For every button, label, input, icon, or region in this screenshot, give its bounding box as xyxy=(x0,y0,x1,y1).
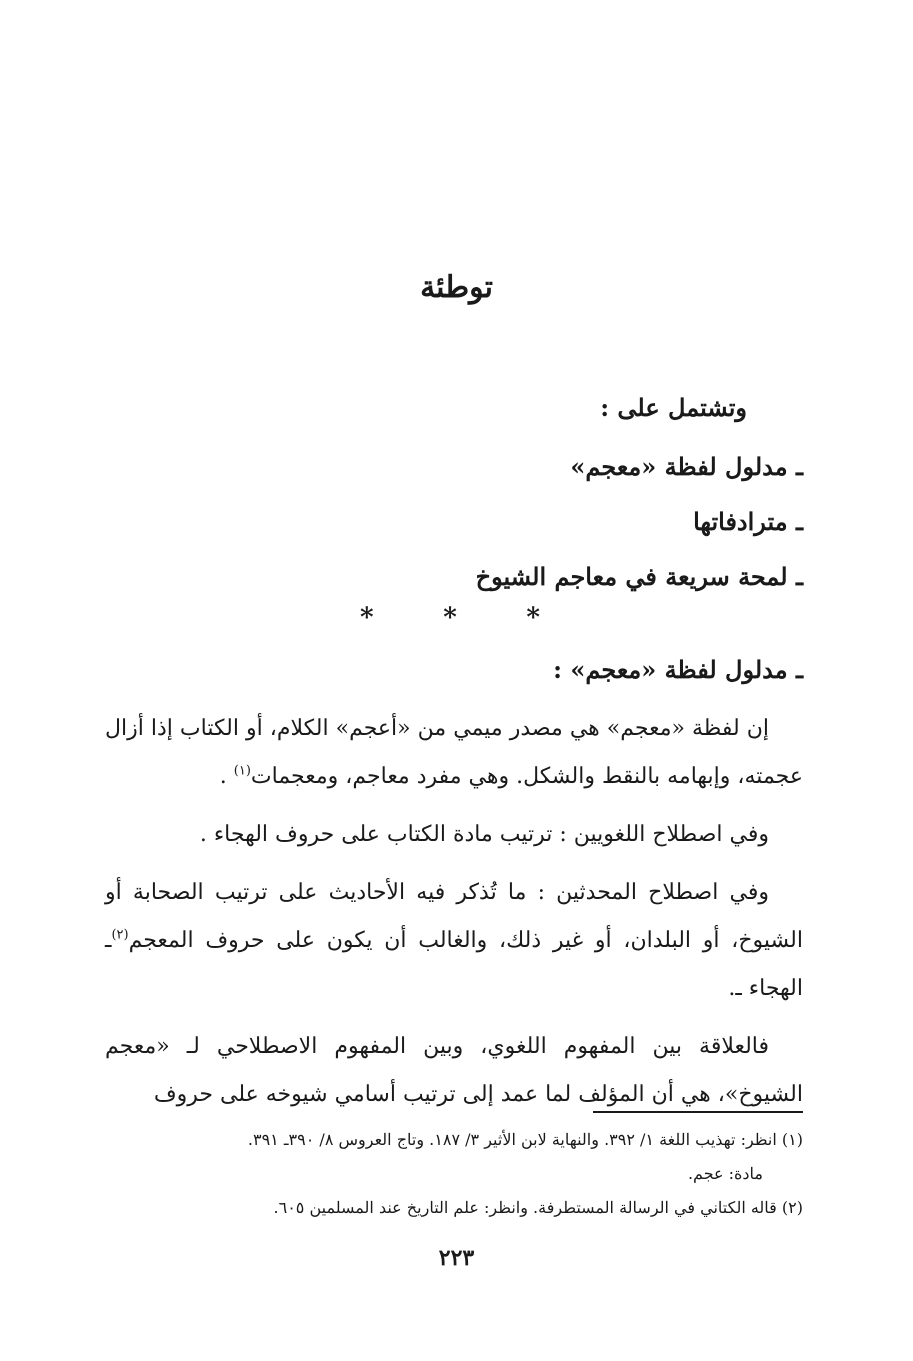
paragraph-text: . xyxy=(219,764,234,789)
contents-item: ـ مترادفاتها xyxy=(693,507,803,536)
footnote: (١) انظر: تهذيب اللغة ١/ ٣٩٢. والنهاية لابن الأثير ٣/ ١٨٧. وتاج العروس ٨/ ٣٩٠ـ ٣٩١. xyxy=(247,1130,803,1149)
footnote: (٢) قاله الكتاني في الرسالة المستطرفة. وانظر: علم التاريخ عند المسلمين ٦٠٥. xyxy=(273,1198,803,1217)
footnote-divider xyxy=(593,1111,803,1113)
paragraph-text: إن لفظة «معجم» هي مصدر ميمي من «أعجم» الكلام، أو الكتاب إذا أزال عجمته، وإبهامه بالنقط والشكل. وهي مفرد معاجم، ومعجمات xyxy=(105,716,803,789)
section-divider xyxy=(360,603,540,633)
contents-item: ـ مدلول لفظة «معجم» xyxy=(570,452,803,481)
footnotes xyxy=(105,1124,803,1226)
contents-list xyxy=(476,447,803,612)
contents-item: ـ لمحة سريعة في معاجم الشيوخ xyxy=(475,562,803,591)
paragraph xyxy=(105,869,803,1013)
footnote-ref: (١) xyxy=(233,763,251,779)
divider-star: * xyxy=(360,603,374,633)
footnote-continuation: مادة: عجم. xyxy=(687,1164,763,1183)
page-title: توطئة xyxy=(420,270,493,305)
footnote-ref: (٢) xyxy=(111,927,129,943)
divider-star: * xyxy=(526,603,540,633)
paragraph xyxy=(105,705,803,801)
divider-star: * xyxy=(443,603,457,633)
section-heading: ـ مدلول لفظة «معجم» : xyxy=(553,655,803,684)
paragraph-text: ـ الهجاء ـ. xyxy=(105,928,803,1001)
paragraph: فالعلاقة بين المفهوم اللغوي، وبين المفهوم الاصطلاحي لـ «معجم الشيوخ»، هي أن المؤلف لما عمد إلى ترتيب أسامي شيوخه على حروف xyxy=(105,1034,803,1107)
paragraph-text: وفي اصطلاح المحدثين : ما تُذكر فيه الأحاديث على ترتيب الصحابة أو الشيوخ، أو البلدان، أو غير ذلك، والغالب أن يكون على حروف المعجم xyxy=(105,880,803,953)
intro-text: وتشتمل على : xyxy=(600,393,747,422)
body-text xyxy=(105,705,803,1119)
paragraph: وفي اصطلاح اللغويين : ترتيب مادة الكتاب على حروف الهجاء . xyxy=(199,822,769,847)
page-number: ٢٢٣ xyxy=(438,1245,475,1271)
